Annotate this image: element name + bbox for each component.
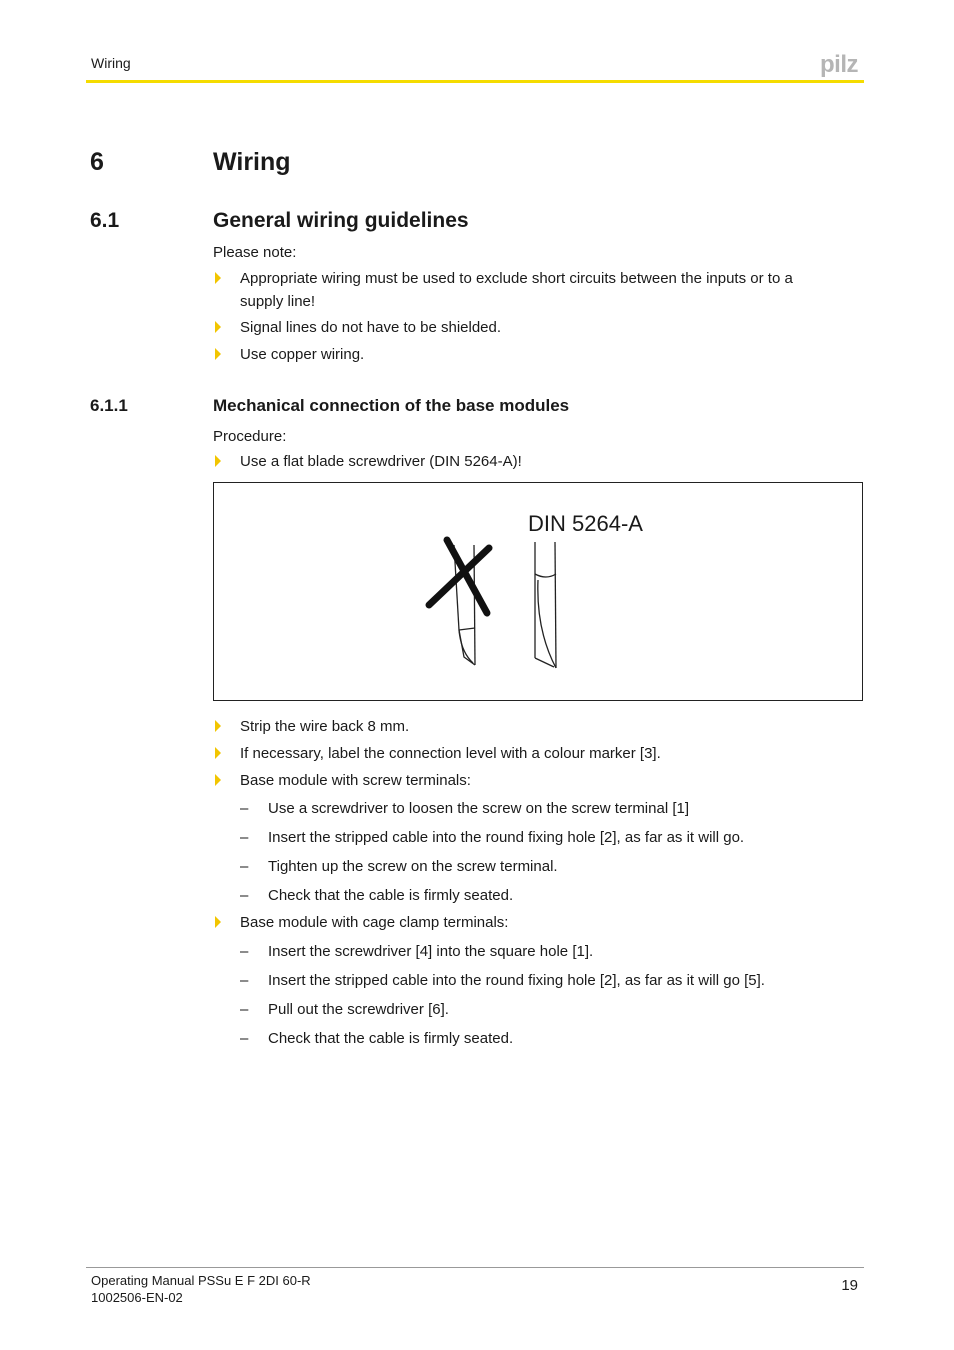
procedure-label: Procedure: (213, 428, 287, 445)
bullet-arrow-icon (215, 455, 221, 467)
svg-text:pilz: pilz (820, 51, 858, 78)
section-number: 6.1 (90, 209, 120, 232)
subsection-title: Mechanical connection of the base modules (213, 396, 570, 415)
page-number: 19 (841, 1277, 858, 1294)
bullet-arrow-icon (215, 272, 221, 284)
header-rule (86, 80, 864, 83)
bullet-arrow-icon (215, 916, 221, 928)
footer-rule (86, 1267, 864, 1268)
bullet-arrow-icon (215, 321, 221, 333)
doc-number: 1002506-EN-02 (91, 1290, 183, 1305)
screwdriver-illustration (415, 530, 575, 675)
pilz-logo (820, 50, 864, 78)
bullet-arrow-icon (215, 348, 221, 360)
bullet-arrow-icon (215, 774, 221, 786)
correct-screwdriver-icon (535, 542, 556, 668)
section-title: General wiring guidelines (213, 209, 469, 232)
running-header: Wiring (91, 55, 131, 71)
subsection-number: 6.1.1 (90, 396, 128, 415)
bullet-arrow-icon (215, 747, 221, 759)
figure-label: DIN 5264-A (528, 511, 643, 536)
manual-title: Operating Manual PSSu E F 2DI 60-R (91, 1273, 311, 1288)
chapter-title: Wiring (213, 148, 291, 176)
chapter-number: 6 (90, 148, 104, 176)
cross-mark-icon (429, 540, 489, 613)
intro-text: Please note: (213, 244, 297, 261)
bullet-arrow-icon (215, 720, 221, 732)
